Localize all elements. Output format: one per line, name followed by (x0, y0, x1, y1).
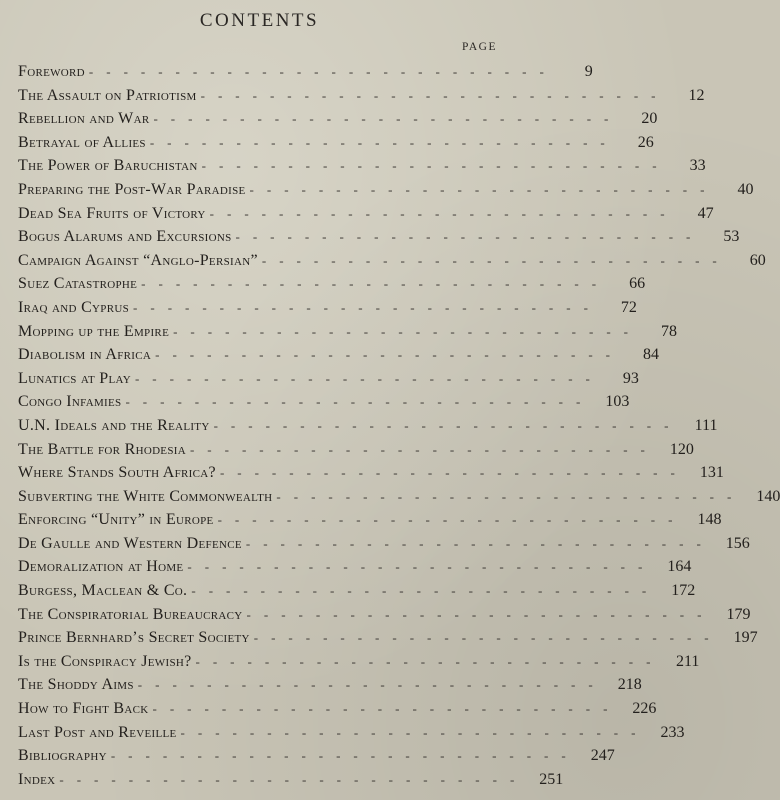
toc-entry (18, 107, 658, 131)
dot-leader: --------------------------- (141, 276, 610, 292)
toc-entry (18, 178, 754, 202)
toc-entry (18, 154, 706, 178)
toc-entry (18, 272, 646, 296)
dot-leader: --------------------------- (125, 394, 594, 410)
toc-entry-page: 103 (605, 393, 630, 411)
toc-entry-page: 218 (617, 676, 642, 694)
dot-leader: --------------------------- (200, 87, 669, 103)
toc-entry-title: Iraq and Cyprus (18, 298, 130, 316)
dot-leader: --------------------------- (191, 583, 660, 599)
toc-entry-title: Bibliography (18, 747, 107, 765)
toc-entry-title: Is the Conspiracy Jewish? (18, 652, 192, 670)
toc-entry-title: How to Fight Back (18, 700, 149, 718)
dot-leader: --------------------------- (219, 465, 688, 481)
dot-leader: --------------------------- (249, 181, 718, 197)
toc-entry-title: The Assault on Patriotism (18, 86, 197, 104)
toc-entry (18, 296, 637, 320)
dot-leader: --------------------------- (153, 111, 622, 127)
toc-entry-title: Rebellion and War (18, 110, 150, 128)
toc-entry (18, 697, 657, 721)
toc-entry (18, 202, 714, 226)
toc-entry (18, 532, 750, 556)
toc-entry (18, 721, 685, 745)
toc-entry-title: Bogus Alarums and Excursions (18, 228, 232, 246)
toc-entry-page: 164 (667, 558, 692, 576)
toc-entry-page: 12 (688, 86, 705, 104)
toc-entry (18, 414, 718, 438)
toc-entry-title: De Gaulle and Western Defence (18, 534, 242, 552)
toc-entry (18, 390, 630, 414)
dot-leader: --------------------------- (235, 229, 704, 245)
dot-leader: --------------------------- (173, 323, 641, 339)
contents-list (18, 60, 780, 791)
toc-entry-page: 84 (643, 346, 659, 364)
toc-entry-page: 78 (660, 322, 677, 340)
toc-entry-page: 9 (584, 63, 593, 80)
toc-entry (18, 367, 639, 391)
toc-entry-title: Prince Bernhard’s Secret Society (18, 629, 250, 647)
toc-entry-page: 33 (689, 157, 706, 175)
toc-entry-page: 226 (632, 700, 657, 718)
dot-leader: --------------------------- (187, 559, 656, 575)
toc-entry-title: Burgess, Maclean & Co. (18, 582, 188, 600)
dot-leader: --------------------------- (217, 512, 686, 528)
toc-entry (18, 508, 722, 532)
toc-entry-title: The Battle for Rhodesia (18, 440, 186, 458)
dot-leader: --------------------------- (152, 701, 621, 717)
dot-leader: --------------------------- (276, 488, 745, 504)
dot-leader: --------------------------- (134, 370, 603, 386)
dot-leader: --------------------------- (201, 158, 670, 174)
page-column-header: PAGE (462, 41, 497, 53)
toc-entry-page: 131 (699, 464, 724, 482)
dot-leader: --------------------------- (137, 677, 606, 693)
dot-leader: --------------------------- (149, 134, 618, 150)
dot-leader: --------------------------- (195, 653, 664, 669)
toc-entry-page: 26 (637, 133, 654, 151)
toc-entry (18, 438, 694, 462)
toc-entry-title: The Power of Baruchistan (18, 157, 198, 175)
toc-entry-page: 140 (756, 487, 780, 505)
toc-entry-title: Lunatics at Play (18, 369, 131, 387)
toc-entry (18, 626, 758, 650)
toc-entry (18, 320, 677, 344)
toc-entry-title: The Conspiratorial Bureaucracy (18, 605, 243, 623)
toc-entry (18, 131, 654, 155)
toc-entry (18, 555, 692, 579)
toc-entry-title: Preparing the Post-War Paradise (18, 180, 246, 198)
toc-entry-page: 66 (629, 275, 646, 293)
page-title: CONTENTS (199, 10, 320, 31)
toc-entry-title: The Shoddy Aims (18, 676, 134, 694)
toc-entry-page: 172 (671, 582, 696, 600)
toc-entry (18, 84, 705, 108)
toc-entry-page: 233 (660, 723, 685, 741)
toc-entry-page: 40 (737, 180, 754, 198)
toc-entry-title: Diabolism in Africa (18, 346, 152, 364)
toc-entry-page: 156 (725, 534, 750, 552)
toc-entry-title: Foreword (18, 63, 85, 80)
dot-leader: --------------------------- (209, 205, 678, 221)
dot-leader: --------------------------- (110, 748, 579, 764)
toc-entry (18, 650, 700, 674)
toc-entry-title: Betrayal of Allies (18, 133, 146, 151)
dot-leader: --------------------------- (245, 535, 714, 551)
dot-leader: --------------------------- (261, 252, 730, 268)
toc-entry-page: 53 (723, 228, 740, 246)
dot-leader: --------------------------- (59, 771, 528, 787)
toc-entry (18, 60, 593, 84)
dot-leader: --------------------------- (189, 441, 658, 457)
toc-entry-page: 120 (669, 440, 694, 458)
toc-entry (18, 343, 659, 367)
toc-entry-page: 197 (733, 629, 758, 647)
dot-leader: --------------------------- (253, 630, 722, 646)
toc-entry-title: Subverting the White Commonwealth (18, 487, 273, 505)
toc-entry-page: 60 (749, 251, 766, 269)
toc-entry (18, 603, 751, 627)
toc-entry (18, 768, 564, 792)
toc-entry (18, 249, 766, 273)
toc-entry-page: 93 (622, 369, 639, 387)
dot-leader: --------------------------- (88, 64, 557, 79)
toc-entry-page: 72 (620, 298, 637, 316)
dot-leader: --------------------------- (133, 299, 601, 315)
toc-entry-title: Demoralization at Home (18, 558, 184, 576)
toc-entry-page: 247 (590, 747, 615, 765)
toc-entry-title: Where Stands South Africa? (18, 464, 216, 482)
dot-leader: --------------------------- (246, 606, 715, 622)
toc-entry (18, 225, 740, 249)
toc-entry-page: 20 (641, 110, 658, 128)
toc-entry-page: 179 (726, 605, 751, 623)
toc-entry-title: Enforcing “Unity” in Europe (18, 511, 214, 529)
toc-entry-title: Campaign Against “Anglo-Persian” (18, 251, 258, 269)
toc-entry (18, 673, 642, 697)
toc-entry-page: 111 (694, 416, 718, 434)
toc-entry-title: Last Post and Reveille (18, 723, 177, 741)
toc-entry-title: Index (18, 770, 56, 788)
toc-entry-title: Congo Infamies (18, 393, 122, 411)
dot-leader: --------------------------- (180, 724, 649, 740)
toc-entry-page: 211 (676, 652, 700, 670)
toc-entry (18, 579, 696, 603)
toc-entry-title: Dead Sea Fruits of Victory (18, 204, 206, 222)
dot-leader: --------------------------- (155, 347, 623, 363)
toc-entry (18, 485, 780, 509)
toc-entry-page: 251 (539, 770, 564, 788)
toc-entry-title: U.N. Ideals and the Reality (18, 416, 210, 434)
toc-entry (18, 744, 615, 768)
toc-entry-title: Mopping up the Empire (18, 322, 170, 340)
toc-entry (18, 461, 724, 485)
toc-entry-title: Suez Catastrophe (18, 275, 138, 293)
dot-leader: --------------------------- (213, 417, 682, 433)
toc-entry-page: 47 (697, 204, 714, 222)
toc-entry-page: 148 (697, 511, 722, 529)
